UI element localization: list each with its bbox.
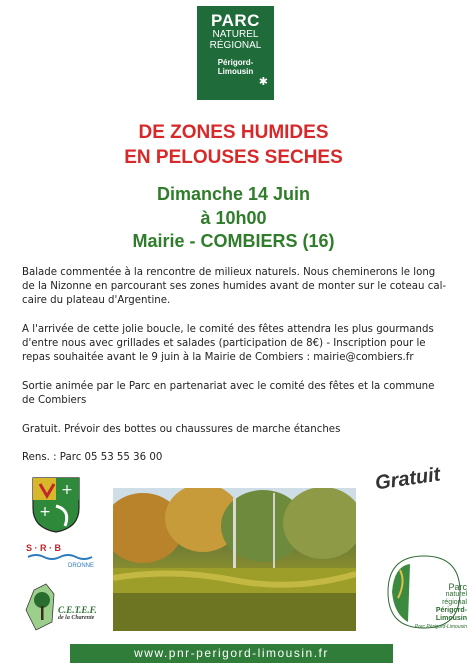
pnr-text-block bbox=[408, 583, 467, 631]
text-line: d'entre nous avec grillades et salades (participation de 8€) - Inscription pour le bbox=[22, 338, 426, 349]
svg-text:+: + bbox=[61, 482, 73, 498]
srb-dronne-logo bbox=[26, 543, 94, 571]
pnr-line-5: Parc Périgord-Limousin bbox=[414, 624, 467, 630]
paragraph-description bbox=[22, 266, 456, 308]
text-line: Gratuit. Prévoir des bottes ou chaussures de marche étanches bbox=[22, 424, 341, 435]
cetef-label bbox=[58, 605, 97, 621]
pnr-line-3: régional bbox=[442, 599, 467, 606]
paragraph-meal bbox=[22, 323, 456, 365]
combiers-shield-icon bbox=[31, 476, 81, 534]
srb-text: S · R · B bbox=[26, 543, 61, 553]
logo-perigord-text: Périgord- bbox=[217, 58, 254, 67]
logo-limousin-text: Limousin bbox=[217, 67, 254, 76]
logo-parc-text: PARC bbox=[211, 11, 260, 30]
cetef-text: C.E.T.E.F. bbox=[58, 605, 97, 615]
text-line: Sortie animée par le Parc en partenariat avec le comité des fêtes et la commune bbox=[22, 381, 435, 392]
event-place: Mairie - COMBIERS (16) bbox=[132, 231, 335, 251]
snowflake-icon: ✱ bbox=[258, 75, 268, 88]
pnr-line-2: naturel bbox=[445, 591, 467, 598]
srb-sub-text: DRONNE bbox=[67, 563, 94, 569]
title-line-2: EN PELOUSES SECHES bbox=[124, 147, 343, 168]
text-line: de la Nizonne en parcourant ses zones humides avant de monter sur le coteau cal- bbox=[22, 281, 447, 292]
wetland-photo-drawing bbox=[113, 488, 356, 631]
paragraph-contact bbox=[22, 451, 456, 465]
text-line: Balade commentée à la rencontre de milieux naturels. Nous cheminerons le long bbox=[22, 267, 436, 278]
text-line: caire du plateau d'Argentine. bbox=[22, 295, 171, 306]
text-line: A l'arrivée de cette jolie boucle, le comité des fêtes attendra les plus gourmands bbox=[22, 324, 434, 335]
pnr-line-4: Périgord-Limousin bbox=[435, 607, 467, 622]
parc-logo bbox=[197, 6, 274, 100]
pnr-line-1: Parc bbox=[448, 582, 467, 592]
gratuit-stamp: Gratuit bbox=[373, 463, 442, 495]
logo-naturel-text: NATUREL bbox=[212, 29, 259, 40]
logo-regional-text: RÉGIONAL bbox=[209, 40, 262, 51]
river-wave-icon bbox=[26, 553, 94, 561]
paragraph-partners bbox=[22, 380, 456, 408]
text-line: Rens. : Parc 05 53 55 36 00 bbox=[22, 452, 163, 463]
cetef-sub-text: de la Charente bbox=[58, 615, 95, 621]
text-line: repas souhaitée avant le 9 juin à la Mairie de Combiers : mairie@combiers.fr bbox=[22, 352, 414, 363]
event-time: à 10h00 bbox=[200, 208, 267, 228]
website-footer[interactable]: www.pnr-perigord-limousin.fr bbox=[70, 644, 393, 663]
event-date: Dimanche 14 Juin bbox=[156, 184, 311, 204]
svg-text:+: + bbox=[39, 504, 51, 520]
title-line-1: DE ZONES HUMIDES bbox=[138, 122, 329, 143]
paragraph-gratuit bbox=[22, 423, 456, 437]
wetland-photo bbox=[113, 488, 356, 631]
text-line: de Combiers bbox=[22, 395, 87, 406]
